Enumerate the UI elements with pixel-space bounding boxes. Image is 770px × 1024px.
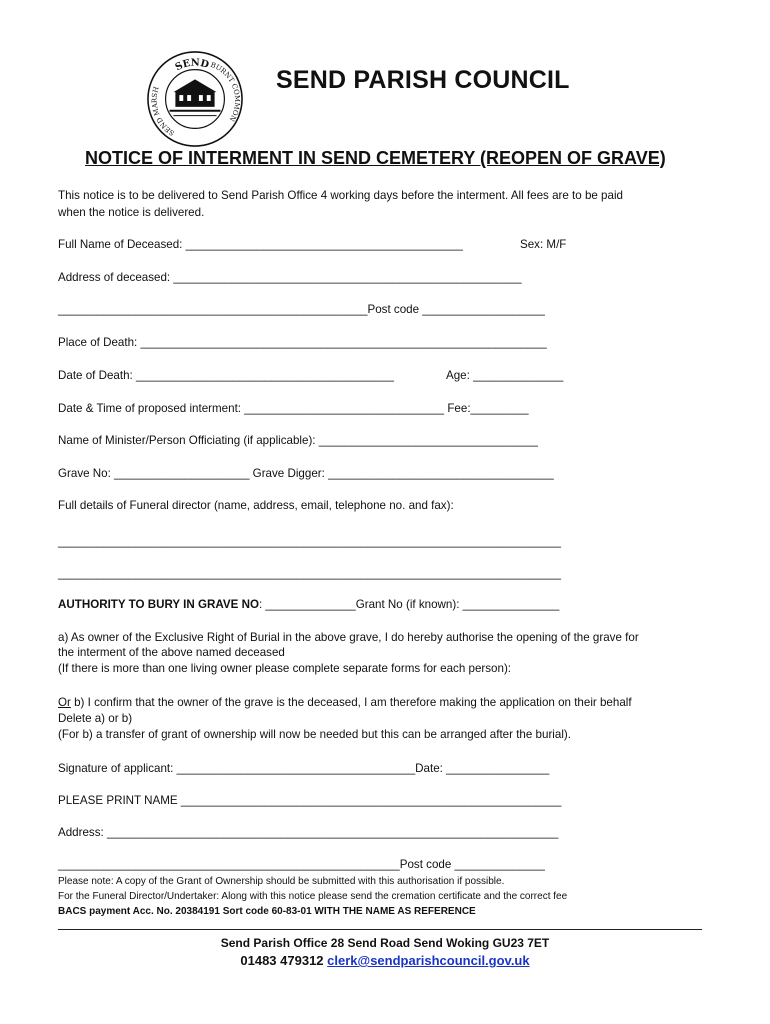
- bacs-payment: BACS payment Acc. No. 20384191 Sort code 60-83-01 WITH THE NAME AS REFERENCE: [58, 906, 476, 917]
- authority-line[interactable]: [58, 598, 559, 611]
- footer-divider: [58, 929, 702, 930]
- authority-grant-field: : ______________Grant No (if known): [258, 598, 457, 611]
- print-name-field[interactable]: PLEASE PRINT NAME ___________________________________________________________: [58, 794, 562, 807]
- applicant-address-field[interactable]: Address: ______________________________________________________________________: [58, 826, 559, 839]
- age-field[interactable]: Age: ______________: [446, 369, 564, 382]
- intro-line-2: when the notice is delivered.: [58, 206, 205, 219]
- svg-text:SEND MARSH: SEND MARSH: [150, 85, 177, 138]
- option-b-line-1: [58, 696, 632, 709]
- sex-field[interactable]: Sex: M/F: [520, 238, 567, 251]
- minister-field[interactable]: Name of Minister/Person Officiating (if applicable): __________________________________: [58, 434, 538, 447]
- phone-number: 01483 479312: [240, 953, 328, 968]
- note-funeral-director: For the Funeral Director/Undertaker: Along with this notice please send the cremation certificate and the correct fee: [58, 891, 568, 902]
- option-b-line-3: (For b) a transfer of grant of ownership will now be needed but this can be arranged after the burial).: [58, 728, 571, 741]
- option-a-line-1: a) As owner of the Exclusive Right of Burial in the above grave, I do hereby authorise the opening of the grave for: [58, 631, 639, 644]
- grave-no-field[interactable]: Grave No: _____________________ Grave Digger: ___________________________________: [58, 467, 554, 480]
- funeral-director-line-2[interactable]: ______________________________________________________________________________: [58, 567, 561, 580]
- council-name: SEND PARISH COUNCIL: [276, 66, 570, 94]
- applicant-postcode-field[interactable]: _____________________________________________________Post code ______________: [58, 858, 545, 871]
- address-postcode-field[interactable]: ________________________________________________Post code ___________________: [58, 303, 545, 316]
- option-b-or: Or: [58, 696, 71, 709]
- option-b-text: b) I confirm that the owner of the grave is the deceased, I am therefore making the application on their behalf: [70, 696, 632, 709]
- authority-label: AUTHORITY TO BURY IN GRAVE NO: [58, 598, 259, 611]
- full-name-field[interactable]: Full Name of Deceased: ___________________________________________: [58, 238, 463, 251]
- signature-field[interactable]: Signature of applicant: _____________________________________Date: ________________: [58, 762, 550, 775]
- funeral-director-line-1[interactable]: ______________________________________________________________________________: [58, 535, 561, 548]
- form-title: NOTICE OF INTERMENT IN SEND CEMETERY (REOPEN OF GRAVE): [85, 148, 666, 168]
- intro-line-1: This notice is to be delivered to Send Parish Office 4 working days before the interment. All fees are to be paid: [58, 189, 623, 202]
- parish-seal-logo: [146, 50, 244, 148]
- address-field[interactable]: Address of deceased: ______________________________________________________: [58, 271, 522, 284]
- note-grant: Please note: A copy of the Grant of Ownership should be submitted with this authorisation if possible.: [58, 876, 505, 887]
- authority-grant-tail: : _______________: [456, 598, 560, 611]
- svg-text:SEND: SEND: [173, 57, 211, 74]
- option-a-line-2: the interment of the above named deceased: [58, 646, 285, 659]
- option-b-line-2: Delete a) or b): [58, 712, 133, 725]
- contact-line: [0, 953, 770, 968]
- interment-date-field[interactable]: Date & Time of proposed interment: _______________________________ Fee:_________: [58, 402, 529, 415]
- svg-text:BURNT COMMON: BURNT COMMON: [209, 60, 242, 123]
- email-link[interactable]: clerk@sendparishcouncil.gov.uk: [327, 953, 530, 968]
- date-of-death-field[interactable]: Date of Death: ________________________________________: [58, 369, 394, 382]
- office-address: Send Parish Office 28 Send Road Send Woking GU23 7ET: [220, 936, 550, 950]
- place-of-death-field[interactable]: Place of Death: _______________________________________________________________: [58, 336, 547, 349]
- option-a-line-3: (If there is more than one living owner please complete separate forms for each person):: [58, 662, 512, 675]
- funeral-director-label: Full details of Funeral director (name, address, email, telephone no. and fax):: [58, 499, 454, 512]
